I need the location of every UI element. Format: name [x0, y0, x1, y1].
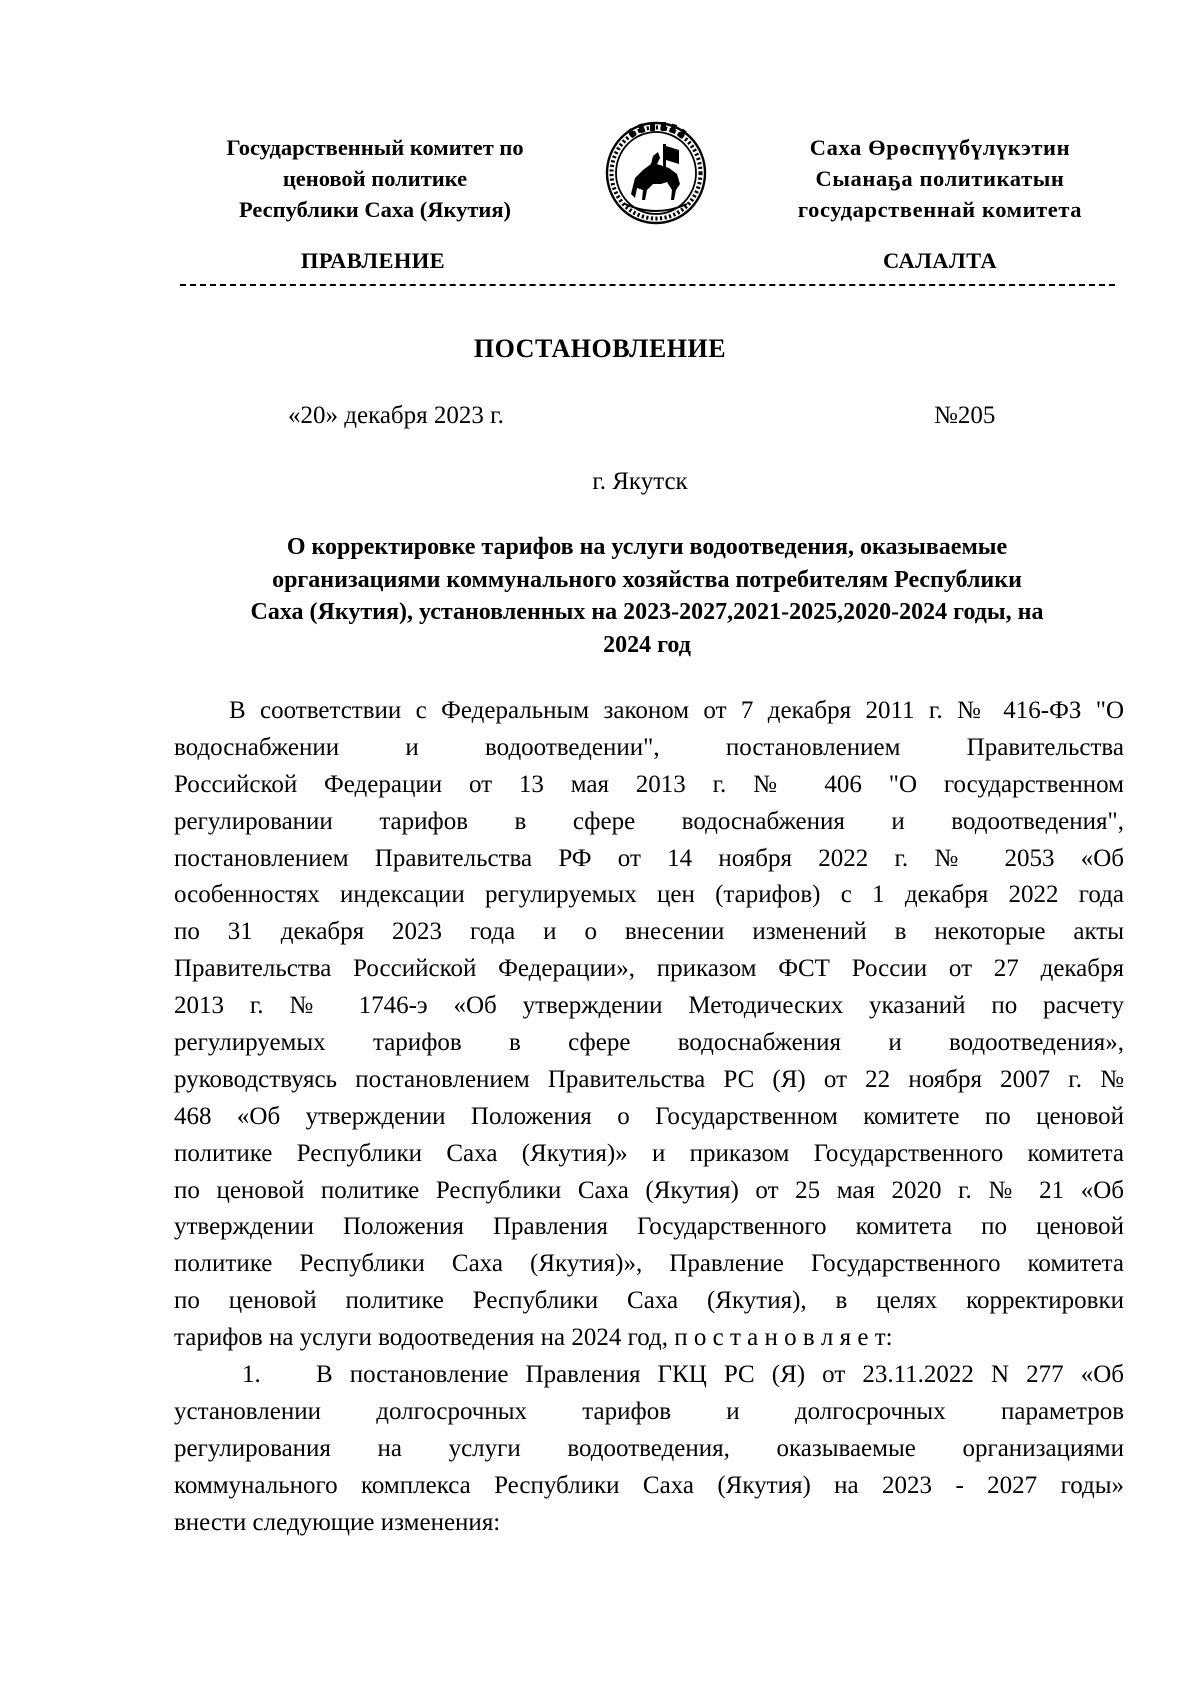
document-number: №205 [934, 402, 996, 429]
body-line: утверждении Положения Правления Государственного комитета по ценовой [174, 1213, 1124, 1241]
organization-name-sah-line: государственнай комитета [797, 197, 1083, 222]
body-line: по ценовой политике Республики Саха (Якутия), в целях корректировки [174, 1287, 1124, 1315]
body-line: Российской Федерации от 13 мая 2013 г. № 406 "О государственном [174, 770, 1124, 798]
body-line: В постановление Правления ГКЦ РС (Я) от 23.11.2022 N 277 «Об [316, 1361, 1124, 1389]
document-title-line: 2024 год [603, 631, 691, 658]
organization-name-sah-line: Сыанаҕа политикатын [815, 166, 1065, 191]
preamble-paragraph [174, 693, 1124, 1357]
body-line: особенностях индексации регулируемых цен (тарифов) с 1 декабря 2022 года [174, 881, 1124, 909]
body-line: Правительства Российской Федерации», приказом ФСТ России от 27 декабря [174, 955, 1124, 983]
organization-name-ru-line: ценовой политике [282, 166, 468, 191]
document-type-heading: ПОСТАНОВЛЕНИЕ [473, 334, 727, 363]
board-label-sah: САЛАЛТА [882, 248, 998, 273]
document-title-line: организациями коммунального хозяйства потребителям Республики [272, 566, 1022, 593]
document-date: «20» декабря 2023 г. [288, 402, 504, 429]
document-city: г. Якутск [592, 468, 688, 495]
organization-name-ru-line: Республики Саха (Якутия) [238, 197, 512, 222]
body-line: 2013 г. № 1746-э «Об утверждении Методических указаний по расчету [174, 992, 1124, 1020]
document-title [168, 531, 1126, 661]
document-title-line: О корректировке тарифов на услуги водоотведения, оказываемые [286, 534, 1008, 560]
item-1-first-line [174, 1357, 1124, 1394]
body-line: политике Республики Саха (Якутия)», Правление Государственного комитета [174, 1250, 1124, 1278]
organization-name-ru [185, 132, 565, 225]
body-line: регулирования на услуги водоотведения, оказываемые организациями [174, 1434, 1124, 1462]
body-line: установлении долгосрочных тарифов и долгосрочных параметров [174, 1397, 1124, 1425]
body-line: регулировании тарифов в сфере водоснабжения и водоотведения", [174, 807, 1124, 835]
body-line: по 31 декабря 2023 года и о внесении изменений в некоторые акты [174, 918, 1124, 946]
body-line: политике Республики Саха (Якутия)» и приказом Государственного комитета [174, 1139, 1124, 1167]
body-line: постановлением Правительства РФ от 14 ноября 2022 г. № 2053 «Об [174, 844, 1124, 872]
coat-of-arms-emblem-icon [603, 118, 709, 226]
item-number: 1. [242, 1361, 261, 1389]
document-title-line: Саха (Якутия), установленных на 2023-2027,2021-2025,2020-2024 годы, на [250, 599, 1044, 625]
body-line: по ценовой политике Республики Саха (Якутия) от 25 мая 2020 г. № 21 «Об [174, 1176, 1124, 1204]
body-line: тарифов на услуги водоотведения на 2024 год, п о с т а н о в л я е т: [174, 1324, 893, 1352]
body-line: внести следующие изменения: [174, 1508, 501, 1536]
organization-name-sah [750, 132, 1130, 225]
body-line: водоснабжении и водоотведении", постановлением Правительства [174, 733, 1124, 761]
board-label-ru: ПРАВЛЕНИЕ [300, 248, 446, 273]
body-line: 468 «Об утверждении Положения о Государственном комитете по ценовой [174, 1102, 1124, 1130]
header-divider [180, 284, 1115, 286]
body-line: регулируемых тарифов в сфере водоснабжения и водоотведения», [174, 1029, 1124, 1057]
body-line: В соответствии с Федеральным законом от 7 декабря 2011 г. № 416-ФЗ "О [229, 697, 1124, 724]
document-body [174, 693, 1124, 1541]
body-line: руководствуясь постановлением Правительства РС (Я) от 22 ноября 2007 г. № [174, 1065, 1124, 1093]
organization-name-ru-line: Государственный комитет по [226, 135, 524, 160]
item-1-paragraph [174, 1357, 1124, 1541]
body-line: коммунального комплекса Республики Саха (Якутия) на 2023 - 2027 годы» [174, 1471, 1124, 1499]
organization-name-sah-line: Саха Өрөспүүбүлүкэтин [809, 135, 1071, 160]
